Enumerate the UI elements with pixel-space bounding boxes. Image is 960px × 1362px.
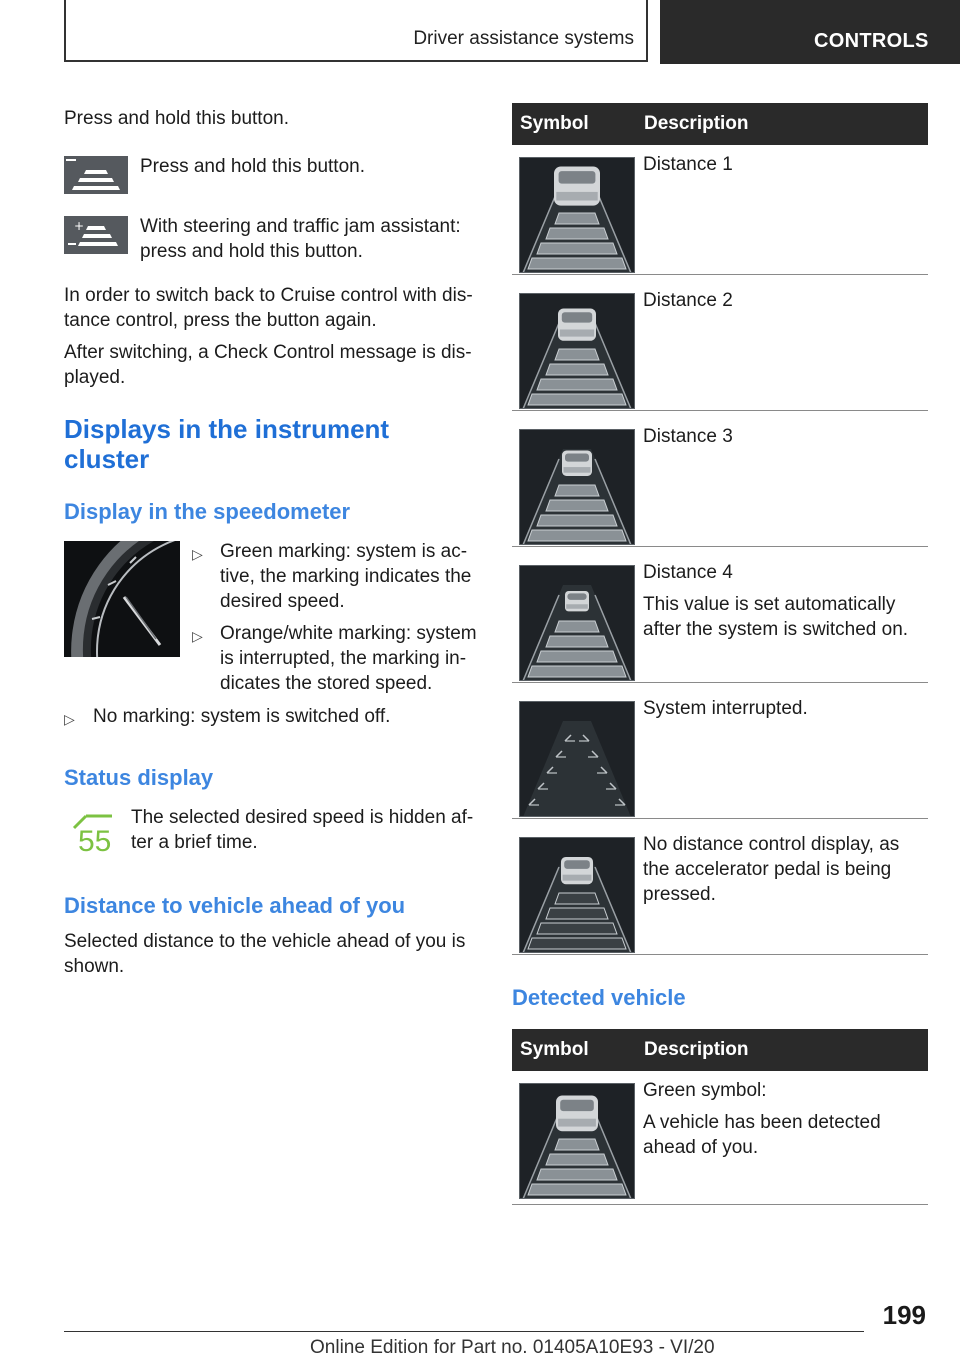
page-number: 199 [882,1300,926,1330]
row-description-extra-line: ahead of you. [643,1137,759,1158]
row-description-line: System interrupted. [643,698,808,719]
heading-status-display: Status display [64,765,214,790]
bullet-icon: ▷ [64,711,75,727]
lane-display-image [519,837,635,953]
table-row-divider [512,1204,928,1205]
heading-speedometer: Display in the speedometer [64,499,351,524]
table1-col-description: Description [644,113,749,134]
lane-display-image [519,701,635,817]
table2-col-description: Description [644,1039,749,1060]
para2-line1: After switching, a Check Control message is dis- [64,342,472,363]
distance-text-line1: Selected distance to the vehicle ahead of you is [64,931,466,952]
bullet-2-line2: is interrupted, the marking in- [220,648,467,669]
row-description-line: Distance 2 [643,290,733,311]
row-description-line: Distance 3 [643,426,733,447]
svg-text:+: + [74,219,85,233]
footer-divider [64,1331,864,1332]
header-section-box [64,0,648,62]
bullet-icon: ▷ [192,546,203,562]
header-chapter-box [660,0,960,64]
table-row-divider [512,818,928,819]
steering-assistant-button-icon [64,216,128,254]
row-description-line: Green symbol: [643,1080,767,1101]
bullet-1-line2: tive, the marking indicates the [220,566,472,587]
bullet-icon: ▷ [192,628,203,644]
table-row-divider [512,954,928,955]
cruise-button-icon [64,156,128,194]
button-row-2-line2: press and hold this button. [140,241,363,262]
heading-detected-vehicle: Detected vehicle [512,985,686,1010]
header-chapter-title: CONTROLS [814,30,929,52]
bullet-2-line1: Orange/white marking: system [220,623,477,644]
lane-display-image [519,293,635,409]
status-speed-value: 55 [78,825,112,858]
lane-display-image [519,157,635,273]
speedometer-image [64,541,180,657]
para2-line2: played. [64,367,126,388]
row-description-extra-line: after the system is switched on. [643,619,909,640]
para1-line2: tance control, press the button again. [64,310,377,331]
heading-displays-line2: cluster [64,444,150,474]
bullet-3-line1: No marking: system is switched off. [93,706,391,727]
table1-col-symbol: Symbol [520,113,589,134]
row-description-extra-line: This value is set automatically [643,594,896,615]
status-text-line1: The selected desired speed is hidden af- [131,807,474,828]
row-description-line: No distance control display, as [643,834,900,855]
status-speed-icon [72,810,116,860]
row-description-extra-line: A vehicle has been detected [643,1112,881,1133]
intro-text: Press and hold this button. [64,108,289,129]
para1-line1: In order to switch back to Cruise control with dis- [64,285,473,306]
row-description-line: Distance 1 [643,154,733,175]
button-row-1-text: Press and hold this button. [140,156,365,177]
row-description-line: the accelerator pedal is being [643,859,892,880]
header-section-title: Driver assistance systems [413,28,634,49]
footer-edition: Online Edition for Part no. 01405A10E93 - VI/20 [310,1337,715,1358]
table2-col-symbol: Symbol [520,1039,589,1060]
button-row-2-line1: With steering and traffic jam assistant: [140,216,461,237]
table-row-divider [512,274,928,275]
lane-display-image [519,1083,635,1199]
table-row-divider [512,546,928,547]
distance-text-line2: shown. [64,956,125,977]
row-description-line: Distance 4 [643,562,733,583]
table1-header [512,103,928,145]
bullet-2-line3: dicates the stored speed. [220,673,433,694]
table2-header [512,1029,928,1071]
heading-displays-line1: Displays in the instrument [64,414,390,444]
heading-distance: Distance to vehicle ahead of you [64,893,406,918]
bullet-1-line3: desired speed. [220,591,345,612]
lane-display-image [519,429,635,545]
status-text-line2: ter a brief time. [131,832,258,853]
row-description-line: pressed. [643,884,716,905]
table-row-divider [512,682,928,683]
bullet-1-line1: Green marking: system is ac- [220,541,468,562]
table-row-divider [512,410,928,411]
lane-display-image [519,565,635,681]
